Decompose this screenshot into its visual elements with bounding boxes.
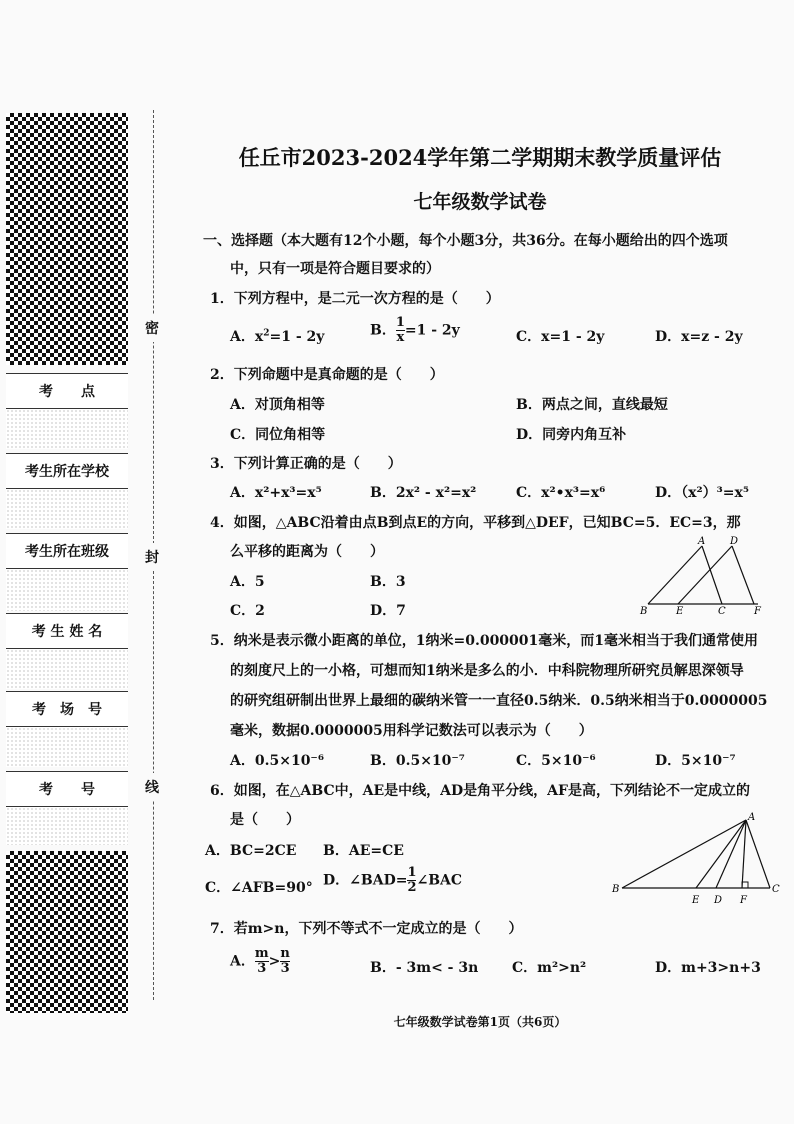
- q3-option-d: D．（x²）³=x⁵: [655, 485, 749, 501]
- q2-option-b: B．两点之间，直线最短: [516, 397, 668, 413]
- name-field: 考 生 姓 名: [6, 613, 128, 649]
- q5-option-d: D．5×10⁻⁷: [655, 753, 736, 769]
- q3-stem: 3．下列计算正确的是（ ）: [210, 456, 402, 472]
- q6-label-e: E: [692, 895, 700, 906]
- q3-option-b: B．2x² - x²=x²: [370, 485, 477, 501]
- q4-option-b: B．3: [370, 574, 406, 590]
- q3-option-c: C．x²•x³=x⁶: [516, 485, 606, 501]
- field-gap: [6, 409, 128, 449]
- q6-label-f: F: [740, 895, 747, 906]
- q6-option-a: A．BC=2CE: [205, 843, 297, 859]
- q6-option-b: B．AE=CE: [323, 843, 404, 859]
- q6-side-ba: [622, 820, 746, 888]
- q1-option-b: B． $\frac{1}{x}$ =1 - 2y: [370, 315, 460, 345]
- q5-line3: 的研究组研制出世界上最细的碳纳米管一一直径0.5纳米．0.5纳米相当于0.0000005: [230, 693, 768, 709]
- q5-option-c: C．5×10⁻⁶: [516, 753, 596, 769]
- room-field: 考 场 号: [6, 691, 128, 727]
- field-gap: [6, 569, 128, 611]
- q5-line1: 5．纳米是表示微小距离的单位，1纳米=0.000001毫米，而1毫米相当于我们通常使用: [210, 633, 759, 649]
- q6-label-d: D: [714, 895, 723, 906]
- q1-option-a: A．$x^2=1 - 2y$: [230, 328, 325, 345]
- q7-option-a: A． $\frac{m}{3}$ > $\frac{n}{3}$: [230, 946, 290, 976]
- field-gap: [6, 807, 128, 845]
- q1-option-d: D．x=z - 2y: [655, 329, 743, 345]
- q7-option-d: D．m+3>n+3: [655, 960, 761, 976]
- q6-altitude-af: [742, 820, 746, 888]
- q6-option-d: D．∠BAD= $\frac{1}{2}$ ∠BAC: [323, 865, 463, 895]
- class-field: 考生所在班级: [6, 533, 128, 569]
- q4-label-a: A: [698, 536, 706, 547]
- exam-title: 任丘市2023-2024学年第二学期期末教学质量评估: [238, 145, 722, 170]
- field-gap: [6, 727, 128, 767]
- q6-label-a: A: [748, 812, 756, 823]
- field-gap: [6, 649, 128, 689]
- q6-side-ac: [746, 820, 770, 888]
- q7-stem: 7．若m>n，下列不等式不一定成立的是（ ）: [210, 921, 523, 937]
- exam-site-field: 考 点: [6, 373, 128, 409]
- exam-subtitle: 七年级数学试卷: [413, 191, 547, 213]
- q4-option-c: C．2: [230, 603, 265, 619]
- q4-label-f: F: [754, 606, 761, 617]
- section1-line2: 中，只有一项是符合题目要求的）: [230, 261, 440, 277]
- q1-stem: 1．下列方程中，是二元一次方程的是（ ）: [210, 291, 500, 307]
- q5-line2: 的刻度尺上的一小格，可想而知1纳米是多么的小．中科院物理所研究员解思深领导: [230, 663, 744, 679]
- checker-pattern-bottom: [6, 851, 128, 1013]
- q4-triangle-figure: [636, 534, 770, 618]
- q6-option-c: C．∠AFB=90°: [205, 880, 313, 896]
- q6-label-c: C: [772, 884, 780, 895]
- q2-option-a: A．对顶角相等: [230, 397, 325, 413]
- section1-line1: 一、选择题（本大题有12个小题，每个小题3分，共36分。在每小题给出的四个选项: [203, 233, 728, 249]
- q5-line4: 毫米，数据0.0000005用科学记数法可以表示为（ ）: [230, 723, 593, 739]
- field-gap: [6, 489, 128, 529]
- q4-line1: 4．如图，△ABC沿着由点B到点E的方向，平移到△DEF，已知BC=5．EC=3，那: [210, 515, 741, 531]
- q6-line2: 是（ ）: [230, 812, 300, 828]
- seal-char-xian: 线: [145, 773, 159, 801]
- page-footer: 七年级数学试卷第1页（共6页）: [393, 1015, 567, 1029]
- q1-option-c: C．x=1 - 2y: [516, 329, 605, 345]
- q4-option-d: D．7: [370, 603, 406, 619]
- school-field: 考生所在学校: [6, 453, 128, 489]
- q6-line1: 6．如图，在△ABC中，AE是中线，AD是角平分线，AF是高，下列结论不一定成立的: [210, 783, 750, 799]
- q7-option-b: B．- 3m< - 3n: [370, 960, 479, 976]
- q6-triangle-figure: [608, 810, 788, 906]
- q5-option-b: B．0.5×10⁻⁷: [370, 753, 465, 769]
- checker-pattern-top: [6, 113, 128, 365]
- binding-strip: [6, 113, 128, 1013]
- q3-option-a: A．x²+x³=x⁵: [230, 485, 322, 501]
- q4-label-b: B: [640, 606, 648, 617]
- exam-number-field: 考 号: [6, 771, 128, 807]
- q2-option-c: C．同位角相等: [230, 427, 326, 443]
- q4-side-ba: [648, 546, 702, 604]
- q4-option-a: A．5: [230, 574, 265, 590]
- q2-stem: 2．下列命题中是真命题的是（ ）: [210, 367, 444, 383]
- q4-label-d: D: [730, 536, 739, 547]
- q7-option-c: C．m²>n²: [512, 960, 587, 976]
- seal-char-mi: 密: [145, 314, 159, 342]
- q4-side-df: [732, 546, 754, 604]
- q6-label-b: B: [612, 884, 620, 895]
- q4-label-e: E: [676, 606, 684, 617]
- q5-option-a: A．0.5×10⁻⁶: [230, 753, 324, 769]
- q4-label-c: C: [718, 606, 726, 617]
- seal-char-feng: 封: [145, 543, 159, 571]
- q4-line2: 么平移的距离为（ ）: [230, 544, 384, 560]
- q2-option-d: D．同旁内角互补: [516, 427, 627, 443]
